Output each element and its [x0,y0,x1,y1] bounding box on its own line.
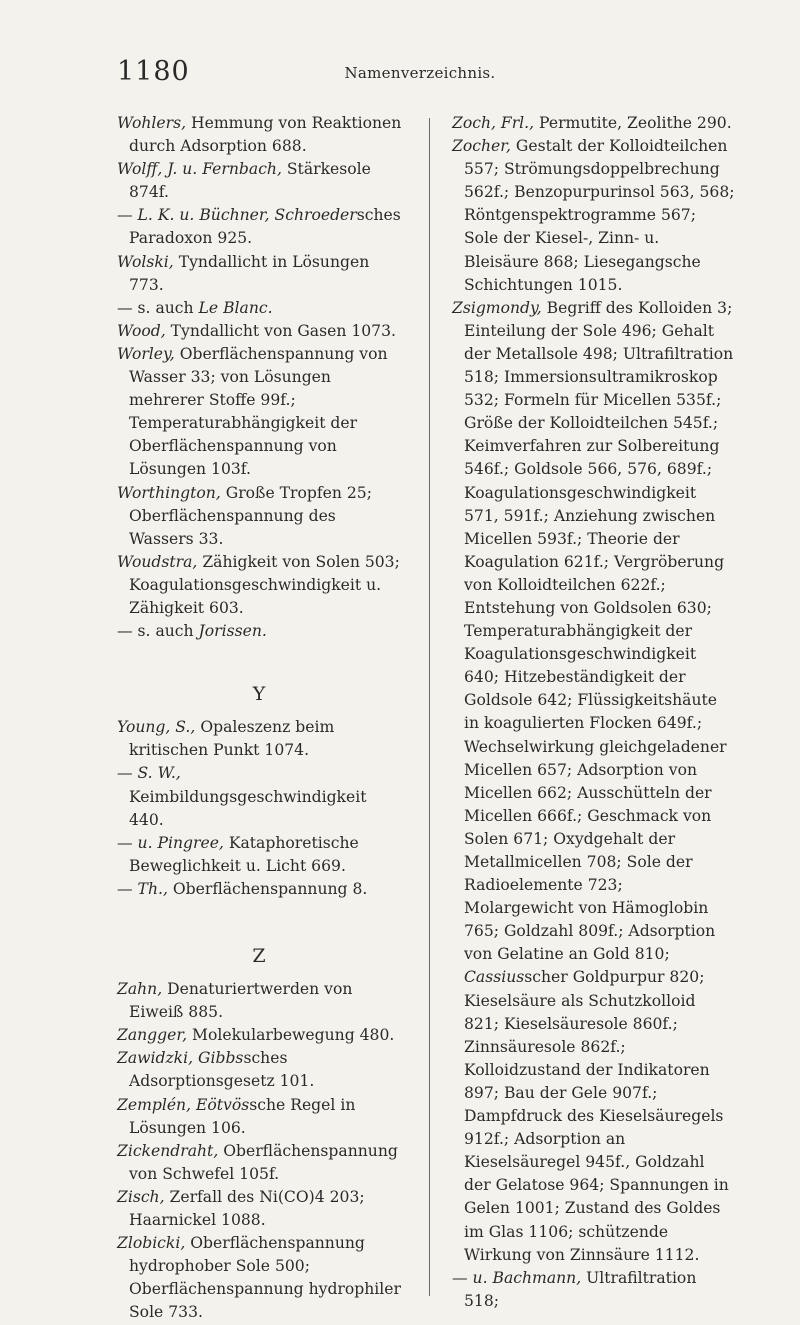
index-entry: Wolff, J. u. Fernbach, Stärkesole 874f. [117,160,371,202]
index-entry: — s. auch Le Blanc. [117,298,273,317]
index-entry: — S. W., Keimbildungsgeschwindigkeit 440. [117,764,367,829]
section-letter-z: Z [252,945,267,967]
index-entry: Zisch, Zerfall des Ni(CO)4 203; Haarnickel 1088. [117,1187,365,1230]
index-entry: Zoch, Frl., Permutite, Zeolithe 290. [452,114,732,132]
page-number: 1180 [117,56,190,87]
index-entry: Zocher, Gestalt der Kolloidteilchen 557; Strömungsdoppelbrechung 562f.; Benzopurpurinsol 563, 568; Röntgenspektrogramme 567; Sole der Kiesel-, Zinn- u. Bleisäure 868; Liesegangsche Schichtungen 1015. [452,137,735,294]
index-entry: Zickendraht, Oberflächenspannung von Schwefel 105f. [117,1141,398,1183]
index-entry: Zlobicki, Oberflächenspannung hydrophober Sole 500; Oberflächenspannung hydrophiler Sole 733. [117,1234,401,1322]
index-entry: Wood, Tyndallicht von Gasen 1073. [117,321,396,340]
index-entry: Worley, Oberflächenspannung von Wasser 33; von Lösungen mehrerer Stoffe 99f.; Temperaturabhängigkeit der Oberflächenspannung von Lösungen 103f. [117,344,388,479]
index-entry: Zemplén, Eötvössche Regel in Lösungen 106. [117,1095,356,1137]
running-title: Namenverzeichnis. [344,64,496,82]
index-entry: — L. K. u. Büchner, Schroedersches Paradoxon 925. [117,206,401,248]
index-entry: Wohlers, Hemmung von Reaktionen durch Adsorption 688. [117,114,402,156]
index-entry: — u. Bachmann, Ultrafiltration 518; [452,1268,697,1310]
index-entry: Zangger, Molekularbewegung 480. [117,1026,395,1045]
index-entry: — s. auch Jorissen. [117,622,267,641]
index-entry: Young, S., Opaleszenz beim kritischen Punkt 1074. [117,718,335,760]
index-entry: Zahn, Denaturiertwerden von Eiweiß 885. [117,980,353,1022]
index-entry: Zsigmondy, Begriff des Kolloiden 3; Einteilung der Sole 496; Gehalt der Metallsole 498; Ultrafiltration 518; Immersionsultramikroskop 532; Formeln für Micellen 535f.; Größe der Kolloidteilchen 545f.; Keimverfahren zur Solbereitung 546f.; Goldsole 566, 576, 689f.; Koagulationsgeschwindigkeit 571, 591f.; Anziehung zwischen Micellen 593f.; Theorie der Koagulation 621f.; Vergröberung von Kolloidteilchen 622f.; Entstehung von Goldsolen 630; Temperaturabhängigkeit der Koagulationsgeschwindigkeit 640; Hitzebeständigkeit der Goldsole 642; Flüssigkeitshäute in koagulierten Flocken 649f.; Wechselwirkung gleichgeladener Micellen 657; Adsorption von Micellen 662; Ausschütteln der Micellen 666f.; Geschmack von Solen 671; Oxydgehalt der Metallmicellen 708; Sole der Radioelemente 723; Molargewicht von Hämoglobin 765; Goldzahl 809f.; Adsorption von Gelatine an Gold 810; Cassiusscher Goldpurpur 820; Kieselsäure als Schutzkolloid 821; Kieselsäuresole 860f.; Zinnsäuresole 862f.; Kolloidzustand der Indikatoren 897; Bau der Gele 907f.; Dampfdruck des Kieselsäuregels 912f.; Adsorption an Kieselsäuregel 945f., Goldzahl der Gelatose 964; Spannungen in Gelen 1001; Zustand des Goldes im Glas 1106; schützende Wirkung von Zinnsäure 1112. [452,298,734,1264]
index-entry: — u. Pingree, Kataphoretische Beweglichkeit u. Licht 669. [117,833,359,875]
index-entry: Wolski, Tyndallicht in Lösungen 773. [117,252,370,294]
left-column [117,112,402,1325]
index-entry: Worthington, Große Tropfen 25; Oberflächenspannung des Wassers 33. [117,483,372,548]
index-entry: — Th., Oberflächenspannung 8. [117,879,368,898]
section-letter-y: Y [252,683,267,706]
index-entry: Zawidzki, Gibbssches Adsorptionsgesetz 101. [117,1049,315,1091]
column-divider [429,118,430,1296]
right-column [452,112,735,1313]
index-entry: Woudstra, Zähigkeit von Solen 503; Koagulationsgeschwindigkeit u. Zähigkeit 603. [117,552,400,617]
